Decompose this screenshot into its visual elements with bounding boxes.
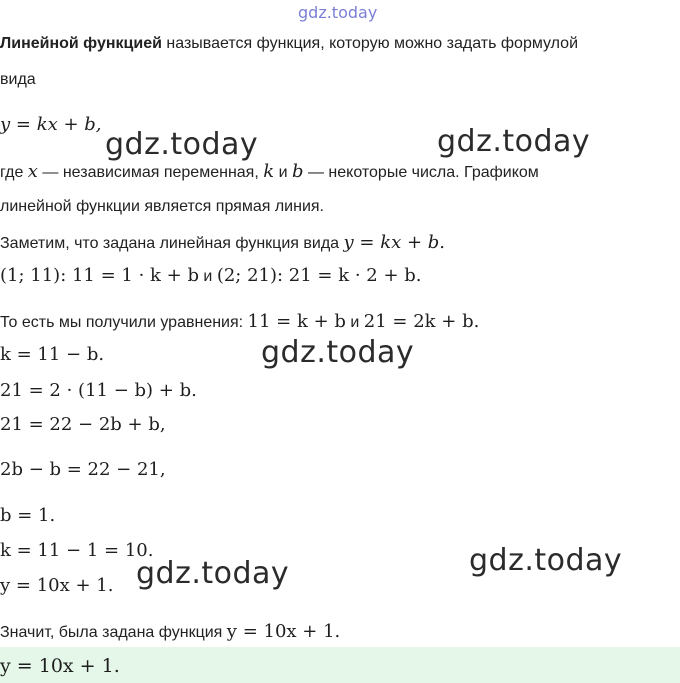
step-1: k = 11 − b. [0,344,105,365]
conclusion-text: Значит, была задана функция [0,624,227,641]
var-x: x [27,161,38,182]
definition-term: Линейной функцией [0,35,162,52]
definition-rest: называется функция, которую можно задать формулой [161,35,579,52]
note-formula: y = kx + b. [343,232,446,253]
definition-formula: y = kx + b, [0,114,102,135]
note-text: Заметим, что задана линейная функция вида [0,235,344,252]
definition-line-1 [0,35,578,53]
var-k: k [263,161,275,182]
watermark-top: gdz.today [298,3,378,22]
answer-formula: y = 10x + 1. [0,655,120,677]
watermark: gdz.today [437,124,591,159]
step-4: 2b − b = 22 − 21, [0,459,166,480]
points-and: и [198,268,217,285]
solution-note [0,232,445,253]
some-text: — некоторые числа. Графиком [303,164,539,181]
equations-text: То есть мы получили уравнения: [0,314,248,331]
definition-line-3 [0,161,539,182]
step-7: y = 10x + 1. [0,575,114,596]
watermark: gdz.today [105,127,259,162]
answer-box [0,647,680,683]
and-text: и [274,164,292,181]
indep-text: — независимая переменная, [37,164,264,181]
var-b: b [291,161,304,182]
eq-and: и [345,314,364,331]
conclusion-formula: y = 10x + 1. [226,621,341,642]
where-text: где [0,164,28,181]
step-5: b = 1. [0,505,56,526]
point-a: (1; 11): 11 = 1 · k + b [0,265,199,286]
watermark: gdz.today [136,556,290,591]
eq2: 21 = 2k + b. [363,311,480,332]
definition-line-2: вида [0,71,36,88]
step-6: k = 11 − 1 = 10. [0,540,154,561]
watermark: gdz.today [469,543,623,578]
step-2: 21 = 2 · (11 − b) + b. [0,380,197,401]
points-line [0,265,422,286]
point-b: (2; 21): 21 = k · 2 + b. [216,265,422,286]
watermark: gdz.today [261,335,415,370]
definition-line-4: линейной функции является прямая линия. [0,198,324,215]
conclusion-line [0,621,340,642]
step-3: 21 = 22 − 2b + b, [0,414,166,435]
equations-line [0,311,479,332]
eq1: 11 = k + b [247,311,346,332]
